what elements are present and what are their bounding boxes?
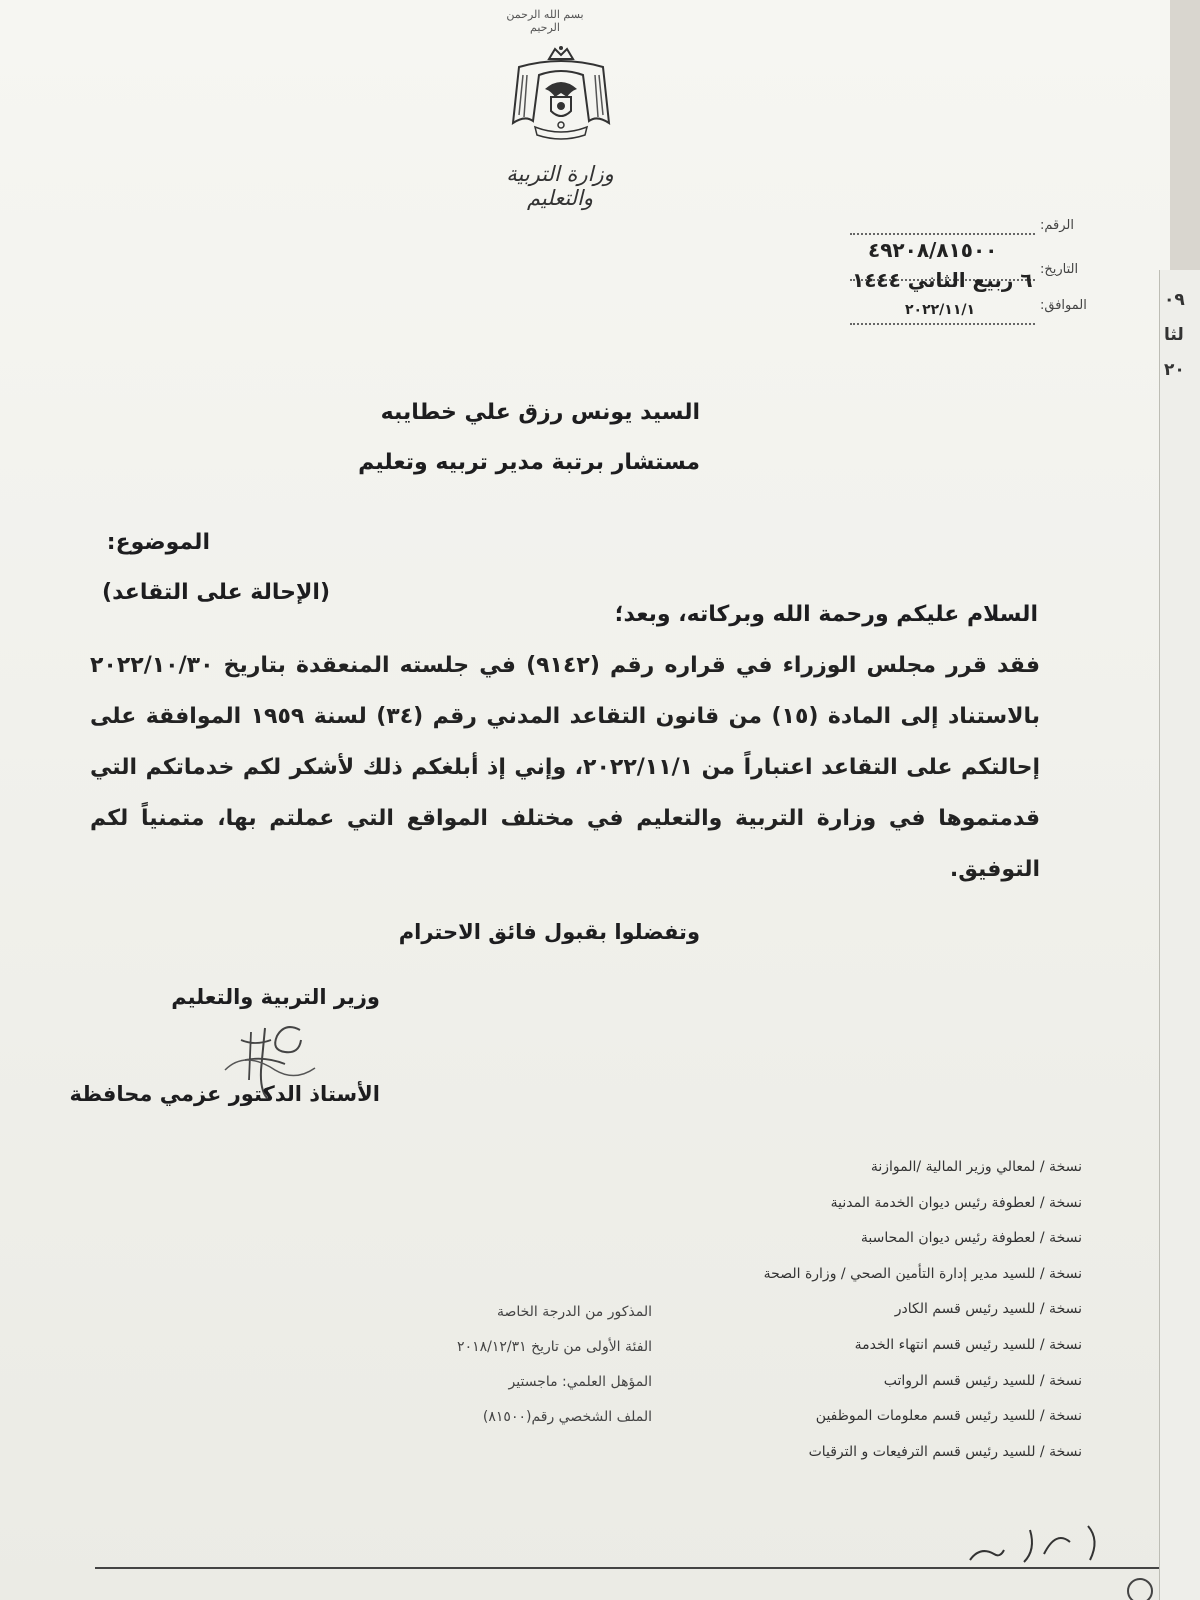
copies-list [662, 1150, 1082, 1470]
copy-item: نسخة / لمعالي وزير المالية /الموازنة [870, 1159, 1082, 1175]
detail-item: الملف الشخصي رقم(٨١٥٠٠) [482, 1409, 652, 1425]
basmala-text: بسم الله الرحمن الرحيم [506, 8, 584, 34]
reference-date-value: ٦ ربيع الثاني ١٤٤٤ [852, 268, 1033, 292]
detail-item: المذكور من الدرجة الخاصة [496, 1304, 652, 1320]
footer-divider [95, 1567, 1170, 1569]
reference-corresponding-value: ٢٠٢٢/١١/١ [905, 302, 976, 318]
sheet-fragment: لثا [1164, 325, 1184, 345]
subject-label: الموضوع: [106, 530, 210, 555]
copy-item: نسخة / للسيد رئيس قسم الرواتب [883, 1372, 1082, 1389]
dotted-line [850, 232, 1035, 235]
addressee-name: السيد يونس رزق علي خطايبه [380, 400, 700, 425]
reference-date-label: التاريخ: [1040, 262, 1079, 277]
copy-item: نسخة / لعطوفة رئيس ديوان الخدمة المدنية [830, 1194, 1082, 1211]
signatory-title: وزير التربية والتعليم [171, 985, 380, 1009]
addressee-position: مستشار برتبة مدير تربيه وتعليم [358, 450, 700, 475]
reference-number-label: الرقم: [1040, 218, 1074, 233]
copy-item: نسخة / للسيد رئيس قسم الكادر [894, 1301, 1082, 1318]
signatory-name: الأستاذ الدكتور عزمي محافظة [69, 1082, 380, 1106]
underlying-sheet [1159, 270, 1200, 1600]
sheet-fragment: ٢٠ [1164, 360, 1185, 380]
reference-corresponding-label: الموافق: [1040, 298, 1087, 313]
detail-item: المؤهل العلمي: ماجستير [508, 1374, 652, 1390]
dotted-line [850, 322, 1035, 325]
coat-of-arms-icon [505, 45, 617, 149]
ministry-name: وزارة التربية والتعليم [506, 162, 614, 210]
employee-details [352, 1295, 652, 1435]
stamp-circle-icon [1120, 1573, 1160, 1600]
copy-item: نسخة / لعطوفة رئيس ديوان المحاسبة [860, 1230, 1082, 1247]
greeting: السلام عليكم ورحمة الله وبركاته، وبعد؛ [614, 602, 1038, 627]
copy-item: نسخة / للسيد مدير إدارة التأمين الصحي / وزارة الصحة [763, 1265, 1082, 1282]
detail-item: الفئة الأولى من تاريخ ٢٠١٨/١٢/٣١ [457, 1339, 652, 1355]
reference-number-value: ٤٩٢٠٨/٨١٥٠٠ [868, 238, 998, 262]
sheet-fragment: ٠٩ [1164, 290, 1185, 310]
closing-remark: وتفضلوا بقبول فائق الاحترام [398, 920, 700, 944]
copy-item: نسخة / للسيد رئيس قسم الترفيعات و الترقيات [808, 1443, 1082, 1460]
subject-text: (الإحالة على التقاعد) [102, 580, 330, 605]
copy-item: نسخة / للسيد رئيس قسم معلومات الموظفين [815, 1408, 1082, 1425]
letter-body: فقد قرر مجلس الوزراء في قراره رقم (٩١٤٢) في جلسته المنعقدة بتاريخ ٢٠٢٢/١٠/٣٠ بالاستناد إلى المادة (١٥) من قانون التقاعد المدني رقم (٣٤) لسنة ١٩٥٩ الموافقة على إحالتكم على التقاعد اعتباراً من ٢٠٢٢/١١/١، وإني إذ أبلغكم ذلك لأشكر لكم خدماتكم التي قدمتموها في وزارة التربية والتعليم في مختلف المواقع التي عملتم بها، متمنياً لكم التوفيق. [90, 653, 1040, 882]
copy-item: نسخة / للسيد رئيس قسم انتهاء الخدمة [854, 1336, 1082, 1353]
initials-signature-icon [960, 1520, 1110, 1574]
